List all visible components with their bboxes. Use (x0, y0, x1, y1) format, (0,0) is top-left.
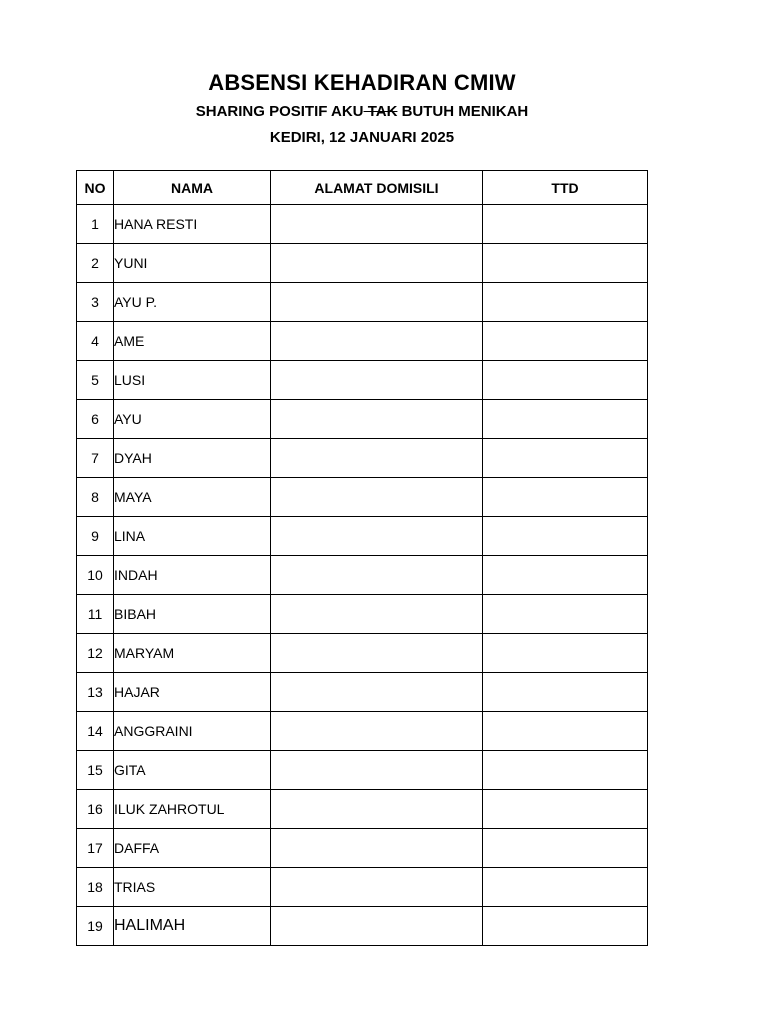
row-address-cell[interactable] (271, 361, 483, 400)
header-alamat: ALAMAT DOMISILI (271, 171, 483, 205)
header-row (77, 171, 648, 205)
row-number: 11 (77, 595, 114, 634)
row-address-cell[interactable] (271, 634, 483, 673)
row-address-cell[interactable] (271, 478, 483, 517)
subtitle-text-before: SHARING POSITIF AKU (195, 103, 364, 120)
row-number: 1 (77, 205, 114, 244)
row-name: DYAH (114, 439, 271, 478)
document-title: ABSENSI KEHADIRAN CMIW (208, 70, 516, 95)
subtitle-struck-word: TAK (363, 103, 398, 120)
place-date: KEDIRI, 12 JANUARI 2025 (269, 129, 455, 146)
row-number: 7 (77, 439, 114, 478)
row-address-cell[interactable] (271, 322, 483, 361)
row-address-cell[interactable] (271, 829, 483, 868)
row-signature-cell[interactable] (483, 907, 648, 946)
row-address-cell[interactable] (271, 439, 483, 478)
row-signature-cell[interactable] (483, 205, 648, 244)
row-address-cell[interactable] (271, 244, 483, 283)
row-name: HANA RESTI (114, 205, 271, 244)
header-ttd: TTD (483, 171, 648, 205)
table-row (77, 712, 648, 751)
row-signature-cell[interactable] (483, 634, 648, 673)
row-number: 8 (77, 478, 114, 517)
table-row (77, 400, 648, 439)
row-signature-cell[interactable] (483, 868, 648, 907)
row-number: 6 (77, 400, 114, 439)
row-number: 14 (77, 712, 114, 751)
row-name: AME (114, 322, 271, 361)
row-signature-cell[interactable] (483, 478, 648, 517)
row-number: 2 (77, 244, 114, 283)
table-row (77, 634, 648, 673)
row-number: 12 (77, 634, 114, 673)
row-address-cell[interactable] (271, 205, 483, 244)
row-address-cell[interactable] (271, 790, 483, 829)
row-number: 9 (77, 517, 114, 556)
row-name: DAFFA (114, 829, 271, 868)
row-address-cell[interactable] (271, 517, 483, 556)
table-row (77, 439, 648, 478)
row-address-cell[interactable] (271, 556, 483, 595)
table-row (77, 205, 648, 244)
row-name: YUNI (114, 244, 271, 283)
table-row (77, 907, 648, 946)
row-number: 16 (77, 790, 114, 829)
row-signature-cell[interactable] (483, 829, 648, 868)
row-name: BIBAH (114, 595, 271, 634)
table-row (77, 478, 648, 517)
row-number: 5 (77, 361, 114, 400)
row-name: ILUK ZAHROTUL (114, 790, 271, 829)
row-signature-cell[interactable] (483, 790, 648, 829)
row-signature-cell[interactable] (483, 439, 648, 478)
row-signature-cell[interactable] (483, 283, 648, 322)
row-name: LINA (114, 517, 271, 556)
row-number: 4 (77, 322, 114, 361)
row-signature-cell[interactable] (483, 361, 648, 400)
row-name: HAJAR (114, 673, 271, 712)
table-row (77, 517, 648, 556)
table-row (77, 751, 648, 790)
row-name: INDAH (114, 556, 271, 595)
row-signature-cell[interactable] (483, 400, 648, 439)
row-address-cell[interactable] (271, 907, 483, 946)
row-name: MARYAM (114, 634, 271, 673)
row-address-cell[interactable] (271, 400, 483, 439)
subtitle-text-after: BUTUH MENIKAH (397, 103, 529, 120)
attendance-table (76, 170, 648, 946)
row-name: ANGGRAINI (114, 712, 271, 751)
table-row (77, 556, 648, 595)
document-subtitle (0, 103, 724, 120)
row-number: 3 (77, 283, 114, 322)
row-signature-cell[interactable] (483, 751, 648, 790)
row-address-cell[interactable] (271, 595, 483, 634)
row-name: MAYA (114, 478, 271, 517)
table-row (77, 595, 648, 634)
row-signature-cell[interactable] (483, 712, 648, 751)
table-row (77, 829, 648, 868)
row-signature-cell[interactable] (483, 517, 648, 556)
row-number: 17 (77, 829, 114, 868)
row-signature-cell[interactable] (483, 322, 648, 361)
table-row (77, 244, 648, 283)
row-signature-cell[interactable] (483, 244, 648, 283)
row-name: AYU (114, 400, 271, 439)
table-row (77, 790, 648, 829)
header-no: NO (77, 171, 114, 205)
row-signature-cell[interactable] (483, 673, 648, 712)
row-name: HALIMAH (114, 907, 271, 946)
row-address-cell[interactable] (271, 868, 483, 907)
row-signature-cell[interactable] (483, 556, 648, 595)
row-address-cell[interactable] (271, 751, 483, 790)
row-name: AYU P. (114, 283, 271, 322)
row-number: 18 (77, 868, 114, 907)
row-number: 15 (77, 751, 114, 790)
table-row (77, 283, 648, 322)
row-address-cell[interactable] (271, 673, 483, 712)
row-number: 10 (77, 556, 114, 595)
row-signature-cell[interactable] (483, 595, 648, 634)
table-row (77, 361, 648, 400)
row-name: TRIAS (114, 868, 271, 907)
row-name: LUSI (114, 361, 271, 400)
row-name: GITA (114, 751, 271, 790)
row-number: 19 (77, 907, 114, 946)
row-address-cell[interactable] (271, 712, 483, 751)
header-nama: NAMA (114, 171, 271, 205)
row-number: 13 (77, 673, 114, 712)
table-row (77, 868, 648, 907)
row-address-cell[interactable] (271, 283, 483, 322)
table-row (77, 673, 648, 712)
table-row (77, 322, 648, 361)
